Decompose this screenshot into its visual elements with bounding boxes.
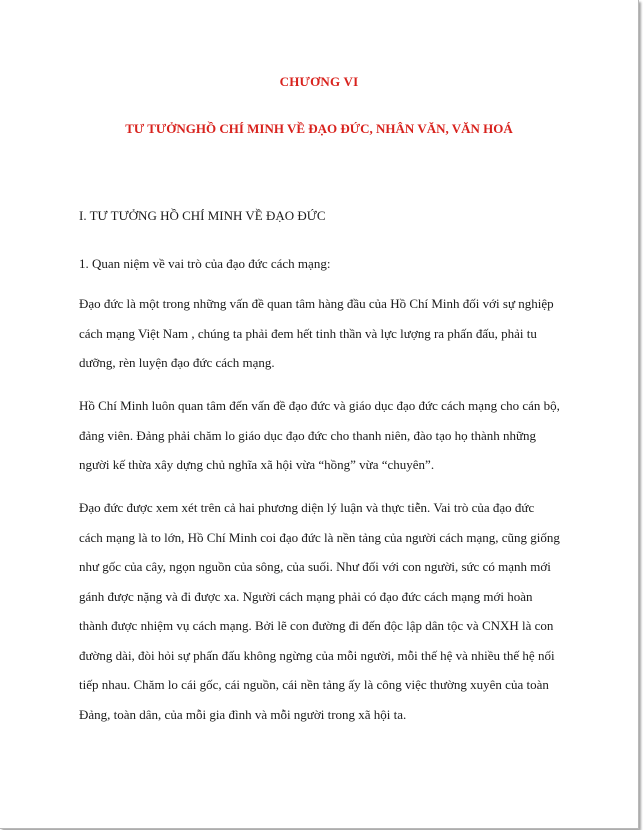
paragraph-line: người kế thừa xây dựng chủ nghĩa xã hội vừa “hồng” vừa “chuyên”. [79, 457, 435, 472]
paragraph-line: Đạo đức được xem xét trên cả hai phương diện lý luận và thực tiễn. Vai trò của đạo đức [79, 500, 535, 515]
paragraph-2 [79, 391, 579, 480]
section-heading: I. TƯ TƯỞNG HỒ CHÍ MINH VỀ ĐẠO ĐỨC [79, 208, 326, 223]
paragraph-line: cách mạng là to lớn, Hồ Chí Minh coi đạo đức là nền tảng của người cách mạng, cũng giống [79, 529, 560, 545]
paragraph-line: gánh được nặng và đi được xa. Người cách mạng phải có đạo đức cách mạng mới hoàn [79, 588, 533, 604]
paragraph-line: tiếp nhau. Chăm lo cái gốc, cái nguồn, cái nền tảng ấy là công việc thường xuyên của toàn [79, 677, 549, 692]
paragraph-line: đảng viên. Đảng phải chăm lo giáo dục đạo đức cho thanh niên, đào tạo họ thành những [79, 427, 537, 443]
paragraph-line: đường dài, đòi hỏi sự phấn đấu không ngừng của mỗi người, mỗi thế hệ và nhiều thế hệ nối [79, 647, 555, 663]
paragraph-line: cách mạng Việt Nam , chúng ta phải đem hết tinh thần và lực lượng ra phấn đấu, phải tu [79, 325, 537, 341]
subsection-heading: 1. Quan niệm về vai trò của đạo đức cách mạng: [79, 256, 331, 271]
paragraph-line: Đạo đức là một trong những vấn đề quan tâm hàng đầu của Hồ Chí Minh đối với sự nghiệp [79, 296, 554, 311]
paragraph-line: như gốc của cây, ngọn nguồn của sông, của suối. Như đối với con người, sức có mạnh mới [79, 559, 551, 574]
paragraph-line: Đảng, toàn dân, của mỗi gia đình và mỗi người trong xã hội ta. [79, 706, 407, 722]
chapter-title: CHƯƠNG VI [279, 74, 359, 89]
paragraph-1 [79, 289, 579, 378]
paragraph-line: Hồ Chí Minh luôn quan tâm đến vấn đề đạo đức và giáo dục đạo đức cách mạng cho cán bộ, [79, 398, 560, 413]
paragraph-3 [79, 493, 579, 729]
chapter-subtitle: TƯ TƯỞNGHỒ CHÍ MINH VỀ ĐẠO ĐỨC, NHÂN VĂN, VĂN HOÁ [125, 121, 513, 136]
paragraph-line: dưỡng, rèn luyện đạo đức cách mạng. [79, 355, 275, 370]
paragraph-line: thành được nhiệm vụ cách mạng. Bởi lẽ con đường đi đến độc lập dân tộc và CNXH là con [79, 618, 554, 633]
